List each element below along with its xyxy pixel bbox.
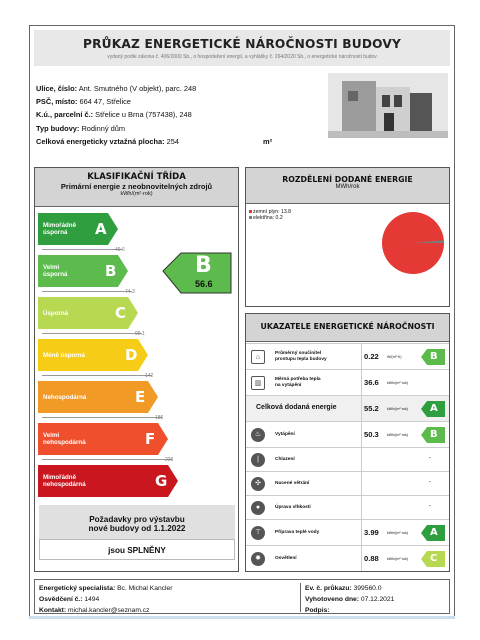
certificate-footer — [34, 579, 450, 614]
fan-icon: ✣ — [251, 477, 265, 491]
droplet-icon: ● — [251, 501, 265, 515]
threshold-value: 49.6 — [115, 247, 125, 253]
energy-certificate — [29, 25, 455, 617]
indicator-name: Nucené větrání — [275, 481, 310, 486]
column-divider — [361, 396, 362, 421]
distribution-legend — [249, 209, 291, 221]
ku-row: K.ú., parcelní č.: Střelice u Brna (757438), 248 — [36, 110, 192, 120]
class-letter-f: F — [145, 430, 156, 448]
gas-swatch — [249, 210, 252, 213]
indicator-row — [246, 343, 449, 369]
threshold-value: 142 — [145, 373, 154, 379]
indicator-name: Průměrný součinitel prostupu tepla budovy — [275, 351, 327, 362]
column-divider — [361, 472, 362, 495]
current-class-value: 56.6 — [195, 279, 213, 289]
electricity-swatch — [249, 216, 252, 219]
indicator-name: Měrná potřeba tepla na vytápění — [275, 377, 321, 388]
class-label-b: Velmi úsporná — [43, 264, 68, 278]
class-badge-letter: A — [430, 527, 438, 538]
indicator-row — [246, 395, 449, 421]
class-badge-letter: B — [430, 351, 438, 362]
indicator-row — [246, 369, 449, 395]
flame-icon: ♨ — [251, 428, 265, 442]
threshold-line — [42, 459, 172, 460]
column-divider — [361, 520, 362, 545]
indicators-title: UKAZATELE ENERGETICKÉ NÁROČNOSTI — [246, 314, 449, 342]
footer-specialist: Energetický specialista: Bc. Michal Kancler Osvědčení č.: 1494 Kontakt: michal.kancler@seznam.cz — [39, 585, 173, 614]
indicator-row — [246, 519, 449, 545]
indicator-name: Úprava vlhkosti — [275, 505, 311, 510]
classification-title: KLASIFIKAČNÍ TŘÍDA — [87, 172, 186, 182]
current-class-letter: B — [195, 253, 212, 278]
building-photo — [328, 73, 448, 138]
legend-electricity: elektřina: 0.2 — [249, 215, 291, 221]
indicator-unit: kWh/(m²·rok) — [387, 407, 408, 411]
indicator-row — [246, 421, 449, 447]
threshold-line — [42, 291, 132, 292]
class-label-c: Úsporná — [43, 310, 69, 317]
class-letter-e: E — [135, 388, 146, 406]
indicator-value: 36.6 — [364, 378, 379, 387]
class-label-a: Mimořádně úsporná — [43, 222, 77, 236]
indicator-value: 50.3 — [364, 430, 379, 439]
indicator-value: 0.22 — [364, 352, 379, 361]
indicator-value: - — [429, 479, 431, 485]
threshold-value: 99.1 — [135, 331, 145, 337]
distribution-pie — [379, 209, 449, 279]
class-letter-g: G — [155, 472, 168, 490]
class-label-e: Nehospodárná — [43, 394, 87, 401]
legend-gas: zemní plyn: 13.8 — [249, 209, 291, 215]
indicator-name: Chlazení — [275, 457, 295, 462]
indicator-value: 0.88 — [364, 554, 379, 563]
indicator-value: 55.2 — [364, 404, 379, 413]
house-icon: ⌂ — [251, 350, 265, 364]
threshold-line — [42, 375, 152, 376]
class-badge-letter: C — [430, 553, 438, 564]
indicator-unit: kWh/(m²·rok) — [387, 531, 408, 535]
column-divider — [361, 546, 362, 571]
indicator-name: Osvětlení — [275, 556, 297, 561]
certificate-title: PRŮKAZ ENERGETICKÉ NÁROČNOSTI BUDOVY — [82, 37, 402, 51]
threshold-value: 74.3 — [125, 289, 135, 295]
indicator-value: - — [429, 455, 431, 461]
energy-distribution-panel — [245, 167, 450, 307]
footer-evidence: Ev. č. průkazu: 399560.0 Vyhotoveno dne: 07.12.2021 Podpis: — [300, 583, 394, 612]
bulb-icon: ✹ — [251, 552, 265, 566]
classification-subtitle: Primární energie z neobnovitelných zdrojů — [60, 182, 213, 191]
indicator-row — [246, 545, 449, 571]
threshold-value: 229 — [165, 457, 174, 463]
area-row: Celková energeticky vztažná plocha: 254 m² — [36, 136, 273, 146]
distribution-title: ROZDĚLENÍ DODANÉ ENERGIE — [282, 175, 413, 184]
faucet-icon: ⊤ — [251, 526, 265, 540]
indicator-unit: W/(m²·K) — [387, 355, 402, 359]
street-row: Ulice, číslo: Ant. Smutného (V objekt), parc. 248 — [36, 84, 197, 93]
class-letter-d: D — [125, 346, 138, 364]
page-bottom-strip — [29, 616, 455, 619]
type-row: Typ budovy: Rodinný dům — [36, 123, 125, 133]
class-badge-letter: A — [430, 403, 438, 414]
indicator-row — [246, 471, 449, 495]
threshold-line — [42, 417, 162, 418]
class-letter-c: C — [115, 304, 127, 322]
column-divider — [361, 344, 362, 369]
indicator-name: Vytápění — [275, 432, 295, 437]
indicator-row — [246, 447, 449, 471]
threshold-line — [42, 249, 122, 250]
class-letter-a: A — [95, 220, 107, 238]
certificate-subtitle: vydaný podle zákona č. 406/2000 Sb., o hospodaření energií, a vyhlášky č. 264/2020 Sb., o energetické náročnosti budov — [107, 54, 377, 60]
class-badge-letter: B — [430, 429, 438, 440]
certificate-header — [34, 30, 450, 66]
class-label-f: Velmi nehospodárná — [43, 432, 86, 446]
class-label-d: Méně úsporná — [43, 352, 85, 359]
threshold-value: 186 — [155, 415, 164, 421]
column-divider — [361, 422, 362, 447]
requirements-line1: Požadavky pro výstavbu — [89, 515, 185, 524]
thermometer-icon: | — [251, 453, 265, 467]
indicator-name: Příprava teplé vody — [275, 530, 320, 535]
distribution-unit: MWh/rok — [335, 184, 360, 190]
threshold-line — [42, 333, 142, 334]
indicator-unit: kWh/(m²·rok) — [387, 433, 408, 437]
indicators-panel — [245, 313, 450, 572]
requirements-result: jsou SPLNĚNY — [39, 539, 235, 560]
requirements-line2: nové budovy od 1.1.2022 — [88, 524, 186, 533]
classification-panel — [34, 167, 239, 572]
column-divider — [361, 448, 362, 471]
indicator-value: 3.99 — [364, 528, 379, 537]
classification-unit: kWh/(m²·rok) — [120, 191, 153, 197]
classification-header — [35, 168, 238, 207]
indicator-name: Celková dodaná energie — [256, 404, 337, 411]
distribution-header — [246, 168, 449, 204]
class-label-g: Mimořádně nehospodárná — [43, 474, 86, 488]
class-letter-b: B — [105, 262, 117, 280]
indicator-unit: kWh/(m²·rok) — [387, 557, 408, 561]
requirements-box — [39, 505, 235, 560]
building-info — [36, 82, 326, 148]
column-divider — [361, 496, 362, 519]
indicator-value: - — [429, 503, 431, 509]
radiator-icon: ▥ — [251, 376, 265, 390]
psc-row: PSČ, místo: 664 47, Střelice — [36, 97, 131, 107]
column-divider — [361, 370, 362, 395]
indicator-unit: kWh/(m²·rok) — [387, 381, 408, 385]
indicator-row — [246, 495, 449, 519]
